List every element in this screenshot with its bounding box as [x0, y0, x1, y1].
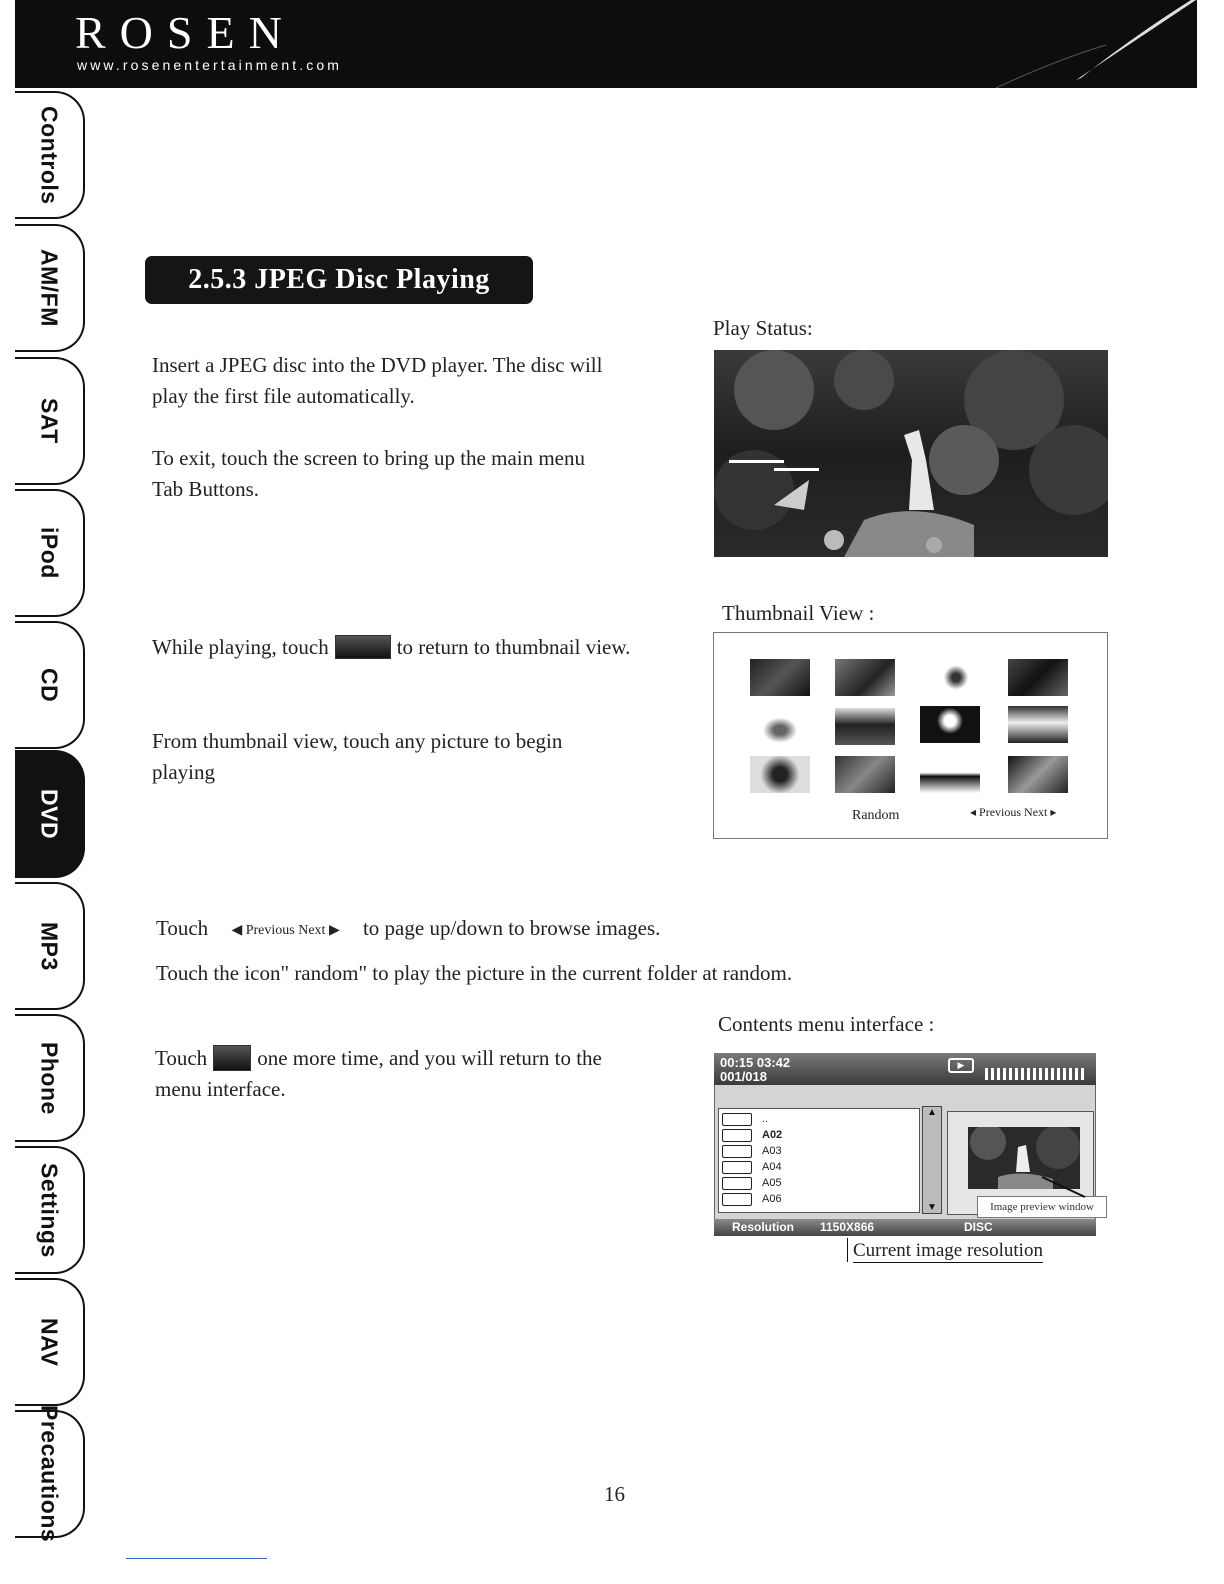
- thumbnail-view-label: Thumbnail View :: [722, 601, 875, 625]
- random-button[interactable]: Random: [852, 808, 900, 823]
- tab-amfm-label: AM/FM: [36, 249, 63, 327]
- tab-sat-label: SAT: [36, 398, 63, 444]
- preview-callout-arrow: [1040, 1175, 1090, 1200]
- scroll-up-icon[interactable]: ▲: [927, 1107, 937, 1118]
- tab-dvd-label: DVD: [36, 788, 63, 840]
- while-playing-text-b: to return to thumbnail view.: [396, 635, 631, 659]
- scroll-down-icon[interactable]: ▼: [927, 1202, 937, 1213]
- resolution-label: Resolution: [732, 1220, 794, 1234]
- touch-word: Touch: [156, 916, 209, 940]
- file-name: A06: [762, 1193, 782, 1205]
- prev-next-control[interactable]: ◂ Previous Next ▸: [970, 805, 1057, 819]
- file-row[interactable]: [719, 1143, 919, 1159]
- image-file-icon: [722, 1177, 752, 1190]
- file-row[interactable]: [719, 1175, 919, 1191]
- image-file-icon: [722, 1193, 752, 1206]
- return-menu-paragraph: [155, 1043, 615, 1105]
- play-status-label: Play Status:: [713, 316, 813, 340]
- tab-controls-label: Controls: [36, 105, 63, 205]
- file-row[interactable]: [719, 1191, 919, 1207]
- tab-nav[interactable]: [15, 1278, 85, 1406]
- menu-return-icon: [213, 1045, 251, 1071]
- tab-nav-label: NAV: [36, 1317, 63, 1367]
- tab-ipod-label: iPod: [36, 527, 63, 579]
- from-thumbnail-paragraph: From thumbnail view, touch any picture to begin playing: [152, 729, 563, 784]
- thumbnail-4[interactable]: [1008, 659, 1068, 696]
- tab-precautions[interactable]: [15, 1405, 85, 1543]
- thumbnail-3[interactable]: [920, 659, 980, 696]
- return-menu-text: one more time, and you will return to the menu interface.: [155, 1046, 602, 1101]
- brand-url: www.rosenentertainment.com: [77, 57, 343, 73]
- level-meter: [985, 1068, 1085, 1080]
- tab-settings-label: Settings: [36, 1162, 63, 1258]
- tab-controls[interactable]: [15, 91, 85, 219]
- tab-settings[interactable]: [15, 1146, 85, 1274]
- menu-time-display: [720, 1056, 790, 1084]
- thumbnail-2[interactable]: [835, 659, 895, 696]
- thumbnail-11[interactable]: [920, 756, 980, 793]
- folder-icon: [722, 1113, 752, 1126]
- thumbnail-7[interactable]: [920, 706, 980, 743]
- thumbnail-10[interactable]: [835, 756, 895, 793]
- tab-phone[interactable]: [15, 1014, 85, 1142]
- track-counter: 001/018: [720, 1069, 767, 1084]
- image-file-icon: [722, 1145, 752, 1158]
- thumbnail-12[interactable]: [1008, 756, 1068, 793]
- page-browse-paragraph: [156, 913, 916, 946]
- tab-ipod[interactable]: [15, 489, 85, 617]
- file-name: A02: [762, 1129, 783, 1141]
- file-name: A03: [762, 1145, 782, 1157]
- tab-mp3-label: MP3: [36, 921, 63, 971]
- image-preview-callout: Image preview window: [977, 1196, 1107, 1218]
- image-file-icon: [722, 1129, 752, 1142]
- thumbnail-1[interactable]: [750, 659, 810, 696]
- resolution-value: 1150X866: [820, 1220, 875, 1234]
- file-name: A05: [762, 1177, 782, 1189]
- page-number: 16: [604, 1482, 625, 1506]
- file-row[interactable]: [719, 1159, 919, 1175]
- disc-source: DISC: [964, 1220, 993, 1234]
- thumbnail-8[interactable]: [1008, 706, 1068, 743]
- file-list-scrollbar[interactable]: [922, 1106, 942, 1214]
- parent-folder-row[interactable]: [719, 1111, 919, 1127]
- tab-mp3[interactable]: [15, 882, 85, 1010]
- thumbnail-5[interactable]: [750, 708, 810, 745]
- waterfall-photo: [714, 350, 1108, 557]
- return-touch-word: Touch: [155, 1046, 208, 1070]
- tab-phone-label: Phone: [36, 1041, 63, 1115]
- tab-dvd[interactable]: [15, 750, 85, 878]
- contents-menu-label: Contents menu interface :: [718, 1012, 935, 1036]
- file-name: A04: [762, 1161, 782, 1173]
- tab-cd[interactable]: [15, 621, 85, 749]
- while-playing-text-a: While playing, touch: [152, 635, 329, 659]
- resolution-caption: Current image resolution: [853, 1240, 1043, 1261]
- tab-precautions-label: Precautions: [36, 1405, 63, 1543]
- prev-next-inline-label: Previous Next: [245, 922, 326, 938]
- parent-folder-label: ..: [762, 1113, 769, 1125]
- thumbnail-return-icon: [335, 635, 391, 659]
- exit-paragraph: To exit, touch the screen to bring up the main menu Tab Buttons.: [152, 446, 586, 501]
- tab-amfm[interactable]: [15, 224, 85, 352]
- while-playing-paragraph: [152, 632, 632, 663]
- caption-pointer: [847, 1238, 848, 1262]
- file-list: [718, 1108, 920, 1213]
- page-browse-text: to page up/down to browse images.: [362, 916, 661, 940]
- brand-logo: ROSEN: [75, 7, 296, 58]
- swoosh-graphic: [936, 0, 1196, 88]
- image-file-icon: [722, 1161, 752, 1174]
- prev-next-inline: ◀ Previous Next ▶: [231, 922, 340, 938]
- random-paragraph: Touch the icon" random" to play the picture in the current folder at random.: [156, 961, 793, 985]
- tab-sat[interactable]: [15, 357, 85, 485]
- tab-cd-label: CD: [36, 667, 63, 703]
- footer-line: [126, 1558, 267, 1559]
- insert-paragraph: Insert a JPEG disc into the DVD player. The disc will play the first file automatically.: [152, 353, 603, 408]
- section-title: 2.5.3 JPEG Disc Playing: [145, 256, 533, 304]
- elapsed-total-time: 00:15 03:42: [720, 1055, 791, 1070]
- prev-next-label: Previous Next: [979, 805, 1048, 819]
- thumbnail-6[interactable]: [835, 708, 895, 745]
- play-icon[interactable]: ▶: [948, 1058, 974, 1073]
- file-row[interactable]: [719, 1127, 919, 1143]
- thumbnail-9[interactable]: [750, 756, 810, 793]
